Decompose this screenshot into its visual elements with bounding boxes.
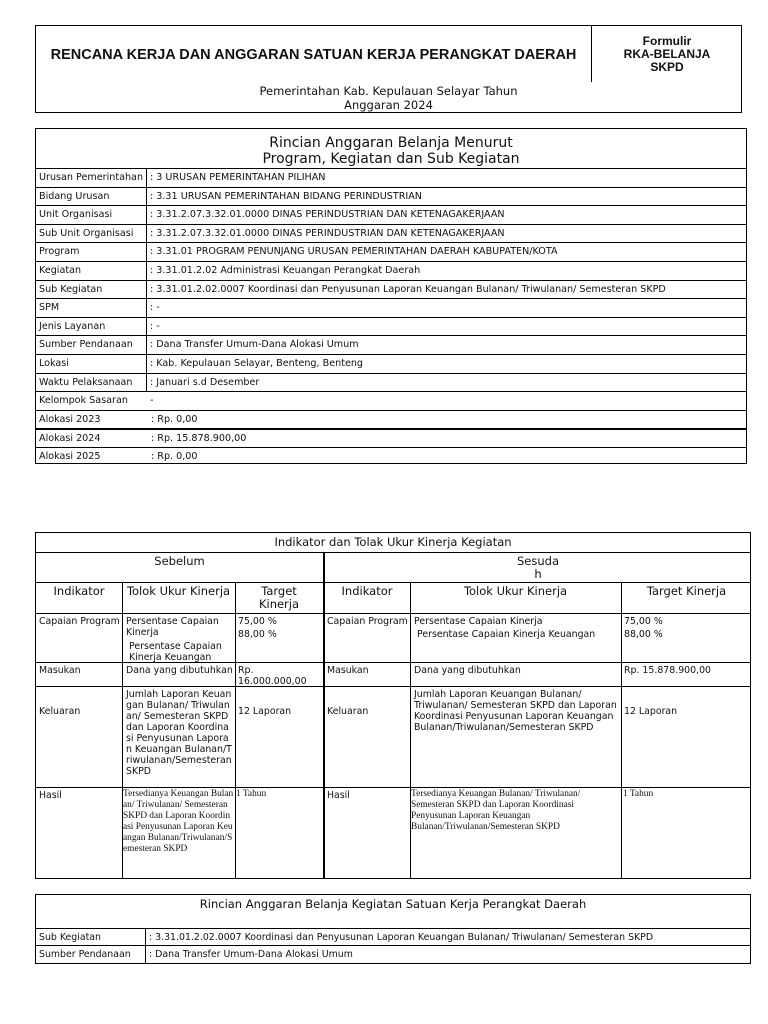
detail-row-label: Alokasi 2025 — [39, 451, 101, 462]
bottom-row-value: : Dana Transfer Umum-Dana Alokasi Umum — [149, 949, 353, 960]
keluaran-label-before: Keluaran — [39, 706, 81, 717]
capaian-tolok-after-1: Persentase Capaian Kinerja — [414, 616, 543, 627]
detail-row — [36, 242, 746, 262]
detail-row — [36, 224, 746, 244]
detail-row-value: : 3.31.01 PROGRAM PENUNJANG URUSAN PEMERINTAHAN DAERAH KABUPATEN/KOTA — [150, 246, 558, 258]
masukan-target-after: Rp. 15.878.900,00 — [624, 665, 712, 676]
capaian-tolok-before-2: Persentase Capaian Kinerja Keuangan — [129, 641, 222, 663]
detail-row-label: Sumber Pendanaan — [39, 339, 133, 351]
detail-row-label: Kegiatan — [39, 265, 82, 276]
detail-row-label: Program — [39, 246, 80, 258]
masukan-label-before: Masukan — [39, 665, 81, 676]
hasil-target-after: 1 Tahun — [623, 789, 654, 799]
after-header-line1: Sesuda — [516, 554, 559, 568]
form-header — [35, 25, 742, 83]
detail-row-label: Waktu Pelaksanaan — [39, 376, 133, 388]
detail-row — [36, 335, 746, 355]
detail-row — [36, 205, 746, 225]
detail-row-value: : Kab. Kepulauan Selayar, Benteng, Benteng — [150, 358, 364, 369]
hasil-target-before: 1 Tahun — [236, 789, 267, 799]
before-header: Sebelum — [154, 554, 205, 568]
masukan-label-after: Masukan — [327, 665, 369, 676]
masukan-tolok-after: Dana yang dibutuhkan — [414, 665, 521, 676]
detail-row-value: : - — [150, 302, 160, 314]
col-target-line1: Target — [261, 584, 297, 598]
capaian-tolok-after-2: Persentase Capaian Kinerja Keuangan — [417, 629, 596, 640]
capaian-target-before-2: 88,00 % — [238, 629, 277, 640]
capaian-target-after-2: 88,00 % — [624, 629, 663, 640]
capaian-target-after-1: 75,00 % — [624, 616, 663, 627]
detail-row — [36, 280, 746, 300]
hasil-label-before: Hasil — [39, 790, 62, 801]
detail-row-value: - — [150, 395, 154, 407]
detail-row-label: Alokasi 2023 — [39, 413, 101, 425]
form-code-line1: Formulir — [642, 34, 692, 48]
detail-row-value: : Januari s.d Desember — [150, 376, 260, 388]
col-target-before — [235, 585, 323, 611]
form-code-line2: RKA-BELANJA — [623, 47, 711, 61]
detail-row-label: Lokasi — [39, 358, 69, 369]
col-tolok-before: Tolok Ukur Kinerja — [126, 584, 231, 598]
hasil-tolok-after: Tersedianya Keuangan Bulanan/ Triwulanan/ Semesteran SKPD dan Laporan Koordinasi Penyusunan Laporan Keuangan Bulanan/Triwulanan/Semesteran SKPD — [411, 789, 581, 832]
keluaran-target-before: 12 Laporan — [238, 706, 292, 717]
indicator-table — [35, 532, 751, 879]
detail-row-value: : 3.31.01.2.02.0007 Koordinasi dan Penyusunan Laporan Keuangan Bulanan/ Triwulanan/ Semesteran SKPD — [150, 283, 666, 295]
col-target-line2: Kinerja — [258, 597, 300, 611]
keluaran-tolok-before: Jumlah Laporan Keuangan Bulanan/ Triwulanan/ Semesteran SKPD dan Laporan Koordinasi Penyusunan Laporan Keuangan Bulanan/Triwulanan/Semesteran SKPD — [126, 689, 232, 777]
subtitle-line2: Anggaran 2024 — [344, 98, 433, 112]
bottom-title: Rincian Anggaran Belanja Kegiatan Satuan Kerja Perangkat Daerah — [199, 897, 587, 911]
detail-row-value: : 3.31 URUSAN PEMERINTAHAN BIDANG PERINDUSTRIAN — [150, 190, 422, 202]
detail-row-label: Urusan Pemerintahan — [39, 172, 144, 183]
detail-row — [36, 298, 746, 318]
detail-row — [36, 261, 746, 281]
bottom-row — [36, 928, 750, 946]
detail-row — [36, 187, 746, 207]
col-target-after: Target Kinerja — [646, 584, 727, 598]
activity-budget-table — [35, 894, 751, 964]
detail-row-label: Bidang Urusan — [39, 190, 110, 202]
detail-row-value: : 3.31.01.2.02 Administrasi Keuangan Perangkat Daerah — [150, 265, 421, 276]
detail-row-value: : 3.31.2.07.3.32.01.0000 DINAS PERINDUSTRIAN DAN KETENAGAKERJAAN — [150, 209, 505, 221]
masukan-tolok-before: Dana yang dibutuhkan — [126, 665, 233, 676]
detail-title — [36, 135, 746, 167]
capaian-label-after: Capaian Program — [327, 616, 408, 627]
detail-row — [36, 391, 746, 411]
masukan-target-before: Rp. 16.000.000,00 — [238, 665, 307, 687]
capaian-label-before: Capaian Program — [39, 616, 120, 627]
bottom-row — [36, 945, 750, 963]
capaian-target-before-1: 75,00 % — [238, 616, 277, 627]
subtitle-line1: Pemerintahan Kab. Kepulauan Selayar Tahun — [259, 84, 518, 98]
after-header-line2: h — [534, 567, 542, 581]
detail-row-label: Unit Organisasi — [39, 209, 113, 221]
detail-row-value: : Rp. 0,00 — [151, 413, 198, 425]
detail-row-value: : Dana Transfer Umum-Dana Alokasi Umum — [150, 339, 359, 351]
detail-title-line2: Program, Kegiatan dan Sub Kegiatan — [262, 151, 520, 167]
keluaran-label-after: Keluaran — [327, 706, 369, 717]
detail-row-value: : 3.31.2.07.3.32.01.0000 DINAS PERINDUSTRIAN DAN KETENAGAKERJAAN — [150, 227, 505, 239]
detail-row — [36, 410, 746, 430]
detail-row-value: : 3 URUSAN PEMERINTAHAN PILIHAN — [150, 172, 326, 183]
capaian-tolok-before-1: Persentase Capaian Kinerja — [126, 616, 219, 638]
bottom-row-label: Sub Kegiatan — [39, 932, 101, 943]
detail-row-value: : Rp. 0,00 — [151, 451, 198, 462]
budget-detail-table — [35, 128, 747, 464]
detail-row — [36, 317, 746, 337]
detail-row-label: Kelompok Sasaran — [39, 395, 128, 407]
detail-row-label: SPM — [39, 302, 60, 314]
detail-row-label: Alokasi 2024 — [39, 433, 101, 445]
keluaran-tolok-after: Jumlah Laporan Keuangan Bulanan/ Triwulanan/ Semesteran SKPD dan Laporan Koordinasi Penyusunan Laporan Keuangan Bulanan/Triwulanan/Semesteran SKPD — [414, 689, 617, 733]
bottom-row-label: Sumber Pendanaan — [39, 949, 131, 960]
detail-row — [36, 354, 746, 374]
hasil-tolok-before: Tersedianya Keuangan Bulanan/ Triwulanan/ Semesteran SKPD dan Laporan Koordinasi Penyusunan Laporan Keuangan Bulanan/Triwulanan/Semesteran SKPD — [123, 789, 234, 854]
indicator-title: Indikator dan Tolak Ukur Kinerja Kegiatan — [274, 535, 512, 549]
detail-row-value: : - — [150, 320, 160, 332]
keluaran-target-after: 12 Laporan — [624, 706, 678, 717]
col-indikator-before: Indikator — [53, 584, 105, 598]
form-code-line3: SKPD — [650, 60, 684, 74]
col-indikator-after: Indikator — [341, 584, 393, 598]
government-subtitle — [35, 82, 742, 113]
detail-row-label: Sub Kegiatan — [39, 283, 103, 295]
detail-row — [36, 373, 746, 393]
after-header — [324, 555, 752, 581]
form-code — [592, 26, 742, 83]
col-tolok-after: Tolok Ukur Kinerja — [463, 584, 568, 598]
document-title: RENCANA KERJA DAN ANGGARAN SATUAN KERJA PERANGKAT DAERAH — [50, 46, 577, 63]
detail-row-value: : Rp. 15.878.900,00 — [151, 433, 247, 445]
detail-row-label: Sub Unit Organisasi — [39, 227, 134, 239]
bottom-row-value: : 3.31.01.2.02.0007 Koordinasi dan Penyusunan Laporan Keuangan Bulanan/ Triwulanan/ Semesteran SKPD — [149, 932, 654, 943]
hasil-label-after: Hasil — [327, 790, 350, 801]
detail-row-label: Jenis Layanan — [39, 320, 106, 332]
detail-row — [36, 447, 746, 467]
detail-title-line1: Rincian Anggaran Belanja Menurut — [269, 135, 513, 151]
detail-row — [36, 428, 746, 449]
detail-row — [36, 168, 746, 188]
